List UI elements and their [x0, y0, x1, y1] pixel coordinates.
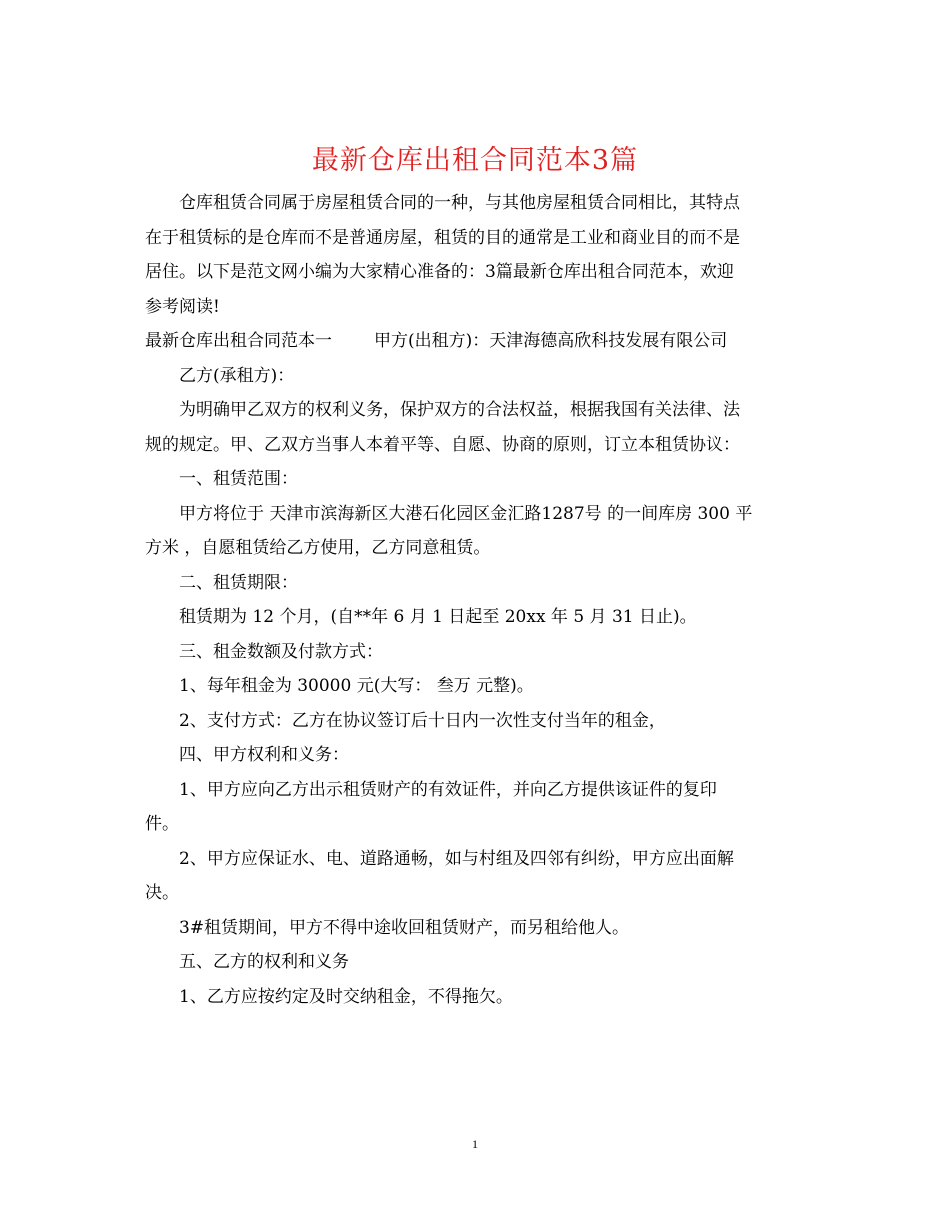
party-b-rights-item: 1、乙方应按约定及时交纳租金，不得拖欠。: [179, 986, 513, 1007]
section-heading-rental-scope: 一、租赁范围：: [179, 469, 298, 489]
party-a-rights-item-continued: 决。: [145, 883, 179, 903]
intro-line: 在于租赁标的是仓库而不是普通房屋，租赁的目的通常是工业和商业目的而不是: [145, 227, 740, 248]
section-heading-party-a-rights: 四、甲方权利和义务：: [179, 745, 349, 765]
rent-payment-item: 1、每年租金为 30000 元(大写： 叁万 元整)。: [179, 676, 534, 696]
section-heading-party-b-rights: 五、乙方的权利和义务: [179, 952, 349, 972]
rent-payment-item: 2、支付方式：乙方在协议签订后十日内一次性支付当年的租金，: [179, 710, 666, 731]
party-b: 乙方(承租方)：: [179, 365, 295, 386]
party-a-rights-item: 1、甲方应向乙方出示租赁财产的有效证件，并向乙方提供该证件的复印: [179, 779, 717, 800]
document-title: 最新仓库出租合同范本3篇: [311, 145, 639, 176]
party-a: 甲方(出租方)：天津海德高欣科技发展有限公司: [374, 331, 728, 351]
rental-scope-line: 方米 ，自愿租赁给乙方使用，乙方同意租赁。: [145, 538, 491, 558]
section-heading-rental-term: 二、租赁期限：: [179, 572, 298, 593]
preamble-line: 规的规定。甲、乙双方当事人本着平等、自愿、协商的原则，订立本租赁协议：: [145, 434, 740, 455]
rental-term-text: 租赁期为 12 个月，(自**年 6 月 1 日起至 20xx 年 5 月 31 日止)。: [179, 607, 697, 627]
sample-one-heading: 最新仓库出租合同范本一: [145, 331, 332, 351]
sample-one-heading-row: [145, 324, 805, 359]
section-heading-rent-payment: 三、租金数额及付款方式：: [179, 641, 383, 662]
intro-line: 参考阅读!: [145, 296, 220, 317]
page-number: 1: [472, 1137, 478, 1151]
preamble-line: 为明确甲乙双方的权利义务，保护双方的合法权益，根据我国有关法律、法: [179, 400, 740, 420]
party-a-rights-item: 3#租赁期间，甲方不得中途收回租赁财产，而另租给他人。: [179, 917, 630, 938]
rental-scope-line: 甲方将位于 天津市滨海新区大港石化园区金汇路1287号 的一间库房 300 平: [179, 503, 753, 524]
document-body: [145, 186, 805, 1014]
party-a-rights-item: 2、甲方应保证水、电、道路通畅，如与村组及四邻有纠纷，甲方应出面解: [179, 848, 734, 869]
intro-line: 仓库租赁合同属于房屋租赁合同的一种，与其他房屋租赁合同相比，其特点: [179, 193, 740, 213]
intro-line: 居住。以下是范文网小编为大家精心准备的：3篇最新仓库出租合同范本，欢迎: [145, 262, 734, 282]
party-a-rights-item-continued: 件。: [145, 814, 179, 834]
